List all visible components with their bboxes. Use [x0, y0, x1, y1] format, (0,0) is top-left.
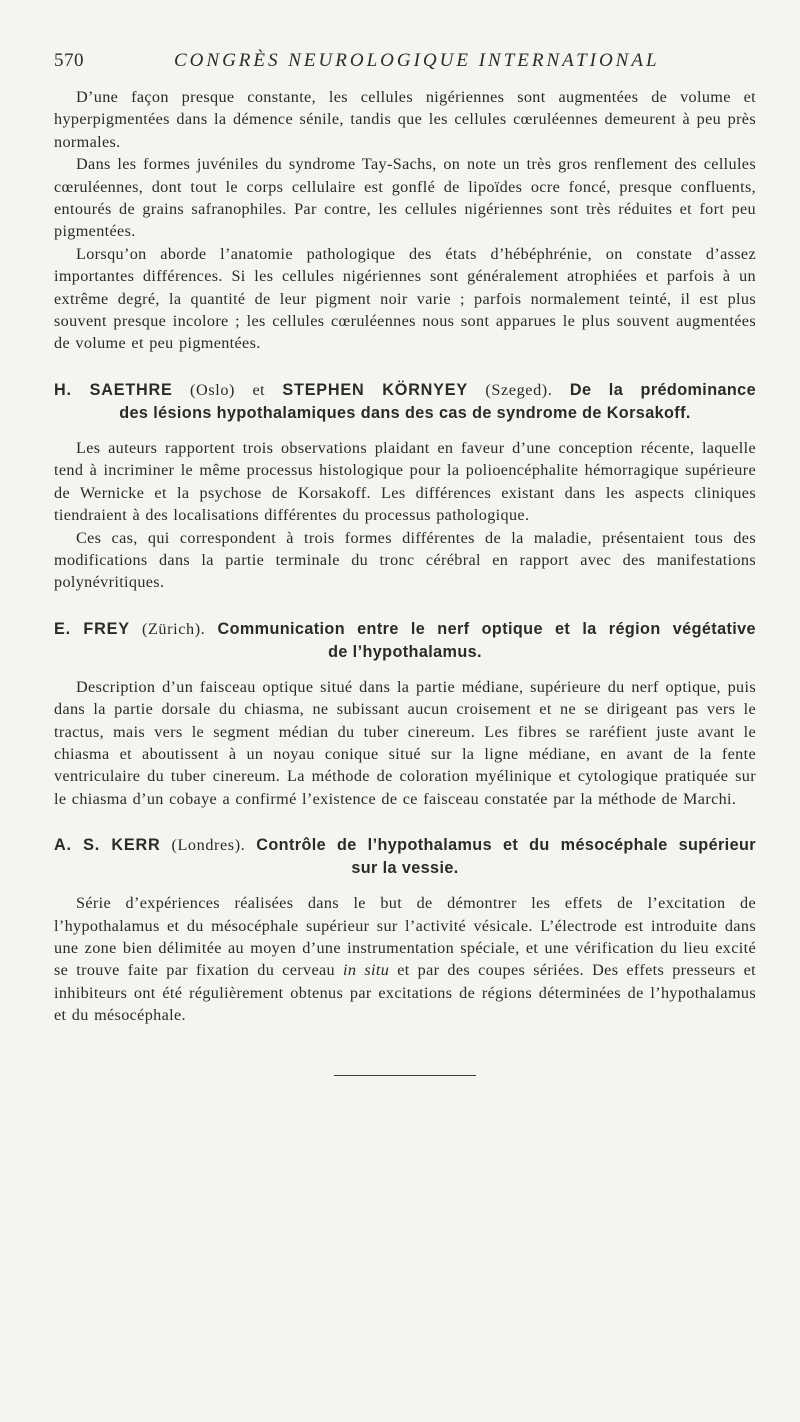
author-connector: et	[252, 380, 265, 399]
author-place: (Szeged).	[485, 380, 553, 399]
running-title: CONGRÈS NEUROLOGIQUE INTERNATIONAL	[174, 50, 660, 71]
intro-paragraph: D’une façon presque constante, les cellules nigériennes sont augmentées de volume et hyperpigmentées dans la démence sénile, tandis que les cellules cœruléennes demeurent à peu près normales.	[54, 88, 756, 151]
paragraph-text: et par des coupes sériées. Des effets presseurs et inhibiteurs ont été régulièrement obtenus par excitations de régions déterminées de l’hypothalamus et du mésocéphale.	[54, 961, 757, 1025]
abstract-title: De la prédominance	[569, 380, 756, 399]
author-place: (Londres).	[171, 836, 246, 855]
abstract-heading	[54, 834, 756, 880]
abstract-paragraph	[54, 892, 756, 1026]
abstract-title-continued: sur la vessie.	[351, 859, 459, 878]
intro-paragraph: Dans les formes juvéniles du syndrome Tay-Sachs, on note un très gros renflement des cellules cœruléennes, dont tout le corps cellulaire est gonflé de lipoïdes ocre foncé, presque confluents, entourés de grains safranophiles. Par contre, les cellules nigériennes sont très réduites et fort peu pigmentées.	[54, 155, 756, 241]
abstract-paragraph: Description d’un faisceau optique situé dans la partie médiane, supérieure du nerf optique, puis dans la partie dorsale du chiasma, ne subissant aucun croisement et ne se dirigeant pas vers le tractus, mais vers le segment médian du tuber cinereum. Les fibres se raréfient juste avant le chiasma et aboutissent à un noyau conique situé sur la ligne médiane, en avant de la fente ventriculaire du tuber cinereum. La méthode de coloration myélinique et cytologique pratiquée sur le chiasma d’un cobaye a confirmé l’existence de ce faisceau constatée par la méthode de Marchi.	[54, 677, 756, 808]
end-rule	[334, 1075, 476, 1076]
italic-term: in situ	[343, 961, 390, 980]
abstract-paragraph: Les auteurs rapportent trois observations plaidant en faveur d’une conception récente, laquelle tend à incriminer le même processus histologique pour la polioencéphalite hémorragique supérieure de Wernicke et la psychose de Korsakoff. Les différences existant dans les aspects cliniques tiendraient à des localisations différentes du processus pathologique.	[54, 438, 756, 525]
page-number: 570	[54, 50, 84, 71]
abstract-title-continued: de l’hypothalamus.	[328, 642, 482, 661]
abstract-title: Communication entre le nerf optique et la région végétative	[217, 619, 756, 638]
author-name: STEPHEN KÖRNYEY	[282, 380, 468, 399]
author-name: E. FREY	[54, 619, 130, 638]
intro-paragraph: Lorsqu’on aborde l’anatomie pathologique des états d’hébéphrénie, on constate d’assez importantes différences. Si les cellules nigériennes sont généralement atrophiées et parfois à un extrême degré, la quantité de leur pigment noir varie ; parfois normalement teinté, il est plus souvent presque incolore ; les cellules cœruléennes nous sont apparues le plus souvent augmentées de volume et peu pigmentées.	[54, 244, 756, 353]
abstract-frey	[54, 618, 756, 810]
abstract-heading	[54, 618, 756, 664]
intro-section	[54, 86, 756, 355]
author-place: (Zürich).	[141, 619, 206, 638]
abstract-kerr	[54, 834, 756, 1026]
abstract-paragraph: Ces cas, qui correspondent à trois formes différentes de la maladie, présentaient tous des modifications dans la partie terminale du tronc cérébral en rapport avec des manifestations polynévritiques.	[54, 528, 756, 592]
abstract-saethre-kornyey	[54, 379, 756, 594]
author-name: A. S. KERR	[54, 836, 161, 855]
abstract-heading	[54, 379, 756, 425]
page-header	[54, 50, 756, 72]
paragraph-text: Série d’expériences réalisées dans le but de démontrer les effets de l’excitation de l’hypothalamus et du mésocéphale supérieur sur l’activité vésicale. L’électrode est introduite dans une zone bien délimitée au moyen d’une instrumentation spéciale, et une vérification du lieu excité se trouve faite par fixation du cerveau	[54, 894, 756, 980]
author-place: (Oslo)	[190, 380, 236, 399]
author-name: H. SAETHRE	[54, 380, 173, 399]
abstract-title: Contrôle de l’hypothalamus et du mésocéphale supérieur	[256, 836, 756, 855]
abstract-title-continued: des lésions hypothalamiques dans des cas de syndrome de Korsakoff.	[119, 403, 691, 422]
